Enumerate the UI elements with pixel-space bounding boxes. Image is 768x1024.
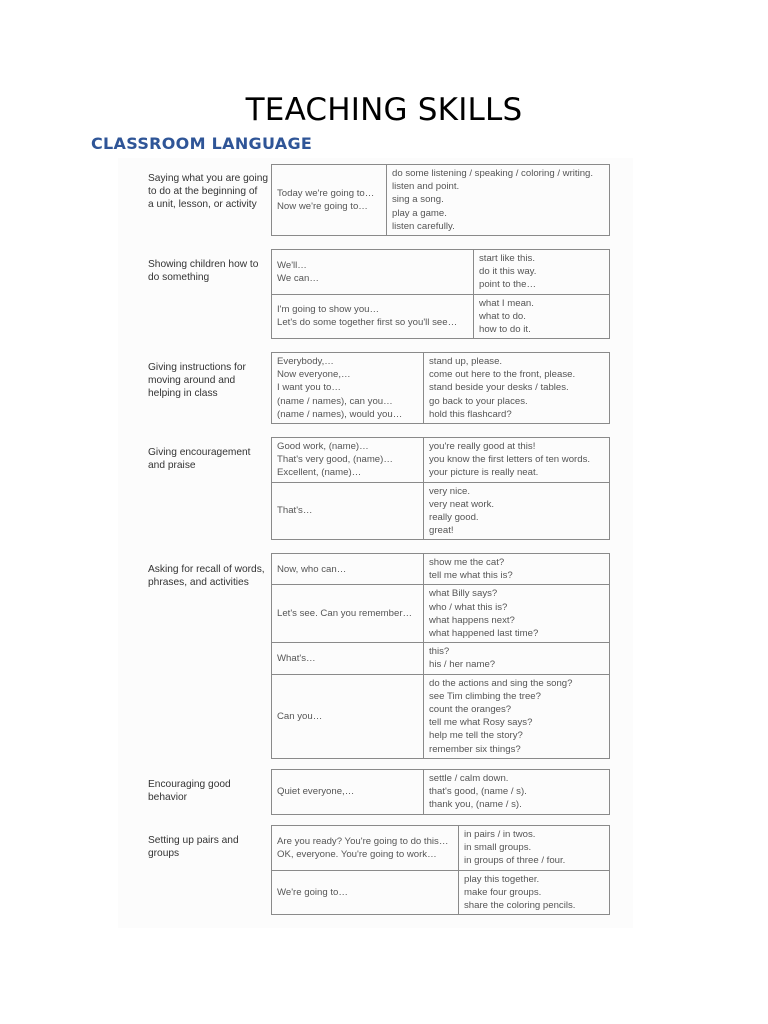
section-label-line: Encouraging good bbox=[148, 779, 231, 790]
section-label-line: Saying what you are going bbox=[148, 173, 269, 184]
table-row bbox=[272, 438, 610, 483]
table-row bbox=[272, 353, 610, 424]
starter-line: Excellent, (name)… bbox=[277, 467, 362, 479]
ending-line: count the oranges? bbox=[429, 704, 512, 716]
ending-line: what I mean. bbox=[479, 297, 534, 309]
page-title: TEACHING SKILLS bbox=[245, 92, 523, 128]
ending-line: listen and point. bbox=[392, 181, 460, 193]
phrase-table bbox=[271, 553, 610, 759]
section-label-line: Setting up pairs and bbox=[148, 835, 239, 846]
starter-line: Are you ready? You're going to do this… bbox=[277, 835, 449, 847]
starter-line: What's… bbox=[277, 652, 316, 664]
ending-line: your picture is really neat. bbox=[429, 467, 539, 479]
sentence-starter-cell bbox=[272, 826, 459, 871]
starter-line: Now we're going to… bbox=[277, 201, 368, 212]
section-label-line: a unit, lesson, or activity bbox=[148, 199, 257, 211]
section-heading: CLASSROOM LANGUAGE bbox=[91, 134, 313, 153]
ending-line: that's good, (name / s). bbox=[429, 786, 527, 798]
ending-line: remember six things? bbox=[429, 743, 521, 755]
ending-line: very neat work. bbox=[429, 498, 495, 510]
starter-line: We'll… bbox=[277, 259, 307, 271]
table-row bbox=[272, 585, 610, 643]
section-label-line: and praise bbox=[148, 460, 196, 472]
sentence-ending-cell bbox=[424, 482, 610, 540]
sentence-starter-cell bbox=[272, 165, 387, 236]
sentence-starter-cell bbox=[272, 870, 459, 915]
ending-line: point to the… bbox=[479, 279, 537, 291]
sentence-ending-cell bbox=[459, 826, 610, 871]
starter-line: OK, everyone. You're going to work… bbox=[277, 848, 437, 860]
sentence-starter-cell bbox=[272, 585, 424, 643]
ending-line: see Tim climbing the tree? bbox=[429, 690, 541, 702]
table-row bbox=[272, 250, 610, 295]
table-row bbox=[272, 870, 610, 915]
sentence-starter-cell bbox=[272, 438, 424, 483]
starter-line: That's… bbox=[277, 505, 313, 517]
ending-line: you're really good at this! bbox=[429, 441, 536, 452]
sentence-ending-cell bbox=[387, 165, 610, 236]
section-label-line: Showing children how to bbox=[148, 259, 259, 270]
ending-line: stand beside your desks / tables. bbox=[429, 382, 569, 394]
ending-line: in pairs / in twos. bbox=[464, 829, 536, 840]
sentence-starter-cell bbox=[272, 770, 424, 815]
starter-line: Now everyone,… bbox=[277, 369, 351, 381]
starter-line: We're going to… bbox=[277, 886, 348, 898]
section-label-line: do something bbox=[148, 272, 210, 284]
ending-line: do the actions and sing the song? bbox=[429, 677, 573, 689]
ending-line: who / what this is? bbox=[429, 601, 508, 613]
sentence-starter-cell bbox=[272, 482, 424, 540]
sentence-ending-cell bbox=[424, 770, 610, 815]
starter-line: (name / names), can you… bbox=[277, 395, 393, 407]
sentence-starter-cell bbox=[272, 294, 474, 339]
phrase-table bbox=[271, 825, 610, 915]
ending-line: what to do. bbox=[479, 310, 526, 322]
section-label-line: groups bbox=[148, 848, 180, 860]
ending-line: thank you, (name / s). bbox=[429, 799, 522, 811]
starter-line: Now, who can… bbox=[277, 563, 347, 575]
ending-line: very nice. bbox=[429, 485, 471, 497]
ending-line: do it this way. bbox=[479, 266, 537, 278]
ending-line: his / her name? bbox=[429, 659, 496, 671]
phrase-table bbox=[271, 249, 610, 339]
phrase-table bbox=[271, 352, 610, 424]
section-label-line: to do at the beginning of bbox=[148, 186, 258, 198]
starter-line: (name / names), would you… bbox=[277, 408, 403, 420]
section-label-line: behavior bbox=[148, 792, 188, 804]
phrase-table bbox=[271, 769, 610, 815]
section-label-line: Giving instructions for bbox=[148, 362, 246, 373]
starter-line: Can you… bbox=[277, 710, 323, 722]
table-row bbox=[272, 770, 610, 815]
ending-line: great! bbox=[429, 525, 454, 537]
ending-line: help me tell the story? bbox=[429, 730, 523, 742]
section-label-line: helping in class bbox=[148, 388, 218, 400]
ending-line: tell me what this is? bbox=[429, 570, 513, 582]
ending-line: really good. bbox=[429, 512, 479, 524]
section-label bbox=[148, 361, 270, 401]
sentence-ending-cell bbox=[424, 438, 610, 483]
sentence-starter-cell bbox=[272, 674, 424, 758]
ending-line: tell me what Rosy says? bbox=[429, 717, 533, 729]
ending-line: settle / calm down. bbox=[429, 773, 509, 784]
starter-line: Let's see. Can you remember… bbox=[277, 608, 413, 620]
starter-line: I want you to… bbox=[277, 382, 341, 394]
sentence-ending-cell bbox=[424, 643, 610, 674]
ending-line: go back to your places. bbox=[429, 395, 528, 407]
starter-line: Everybody,… bbox=[277, 356, 334, 367]
sentence-ending-cell bbox=[424, 554, 610, 585]
section-label bbox=[148, 778, 270, 804]
table-row bbox=[272, 165, 610, 236]
table-row bbox=[272, 826, 610, 871]
table-row bbox=[272, 554, 610, 585]
starter-line: That's very good, (name)… bbox=[277, 454, 393, 466]
section-label bbox=[148, 834, 270, 860]
ending-line: hold this flashcard? bbox=[429, 408, 512, 420]
section-label-line: phrases, and activities bbox=[148, 577, 249, 589]
classroom-language-chart bbox=[118, 158, 633, 928]
starter-line: I'm going to show you… bbox=[277, 304, 380, 316]
ending-line: play this together. bbox=[464, 873, 540, 885]
ending-line: in small groups. bbox=[464, 842, 532, 854]
sentence-ending-cell bbox=[474, 294, 610, 339]
sentence-ending-cell bbox=[474, 250, 610, 295]
starter-line: Today we're going to… bbox=[277, 187, 375, 199]
ending-line: do some listening / speaking / coloring / writing. bbox=[392, 168, 594, 179]
ending-line: how to do it. bbox=[479, 324, 531, 336]
ending-line: listen carefully. bbox=[392, 220, 455, 232]
section-label bbox=[148, 446, 270, 472]
sentence-starter-cell bbox=[272, 643, 424, 674]
ending-line: this? bbox=[429, 646, 450, 658]
ending-line: sing a song. bbox=[392, 194, 444, 206]
sentence-ending-cell bbox=[424, 674, 610, 758]
phrase-table bbox=[271, 164, 610, 236]
starter-line: Good work, (name)… bbox=[277, 441, 369, 452]
sentence-starter-cell bbox=[272, 353, 424, 424]
ending-line: you know the first letters of ten words. bbox=[429, 454, 591, 466]
phrase-table bbox=[271, 437, 610, 540]
ending-line: start like this. bbox=[479, 253, 535, 264]
table-row bbox=[272, 482, 610, 540]
section-label bbox=[148, 172, 270, 212]
ending-line: make four groups. bbox=[464, 886, 542, 898]
starter-line: Let's do some together first so you'll see… bbox=[277, 317, 458, 329]
sentence-ending-cell bbox=[424, 585, 610, 643]
table-row bbox=[272, 674, 610, 758]
ending-line: in groups of three / four. bbox=[464, 855, 566, 867]
table-row bbox=[272, 643, 610, 674]
ending-line: stand up, please. bbox=[429, 356, 503, 367]
ending-line: come out here to the front, please. bbox=[429, 369, 576, 381]
ending-line: show me the cat? bbox=[429, 557, 505, 568]
section-label bbox=[148, 258, 270, 284]
starter-line: Quiet everyone,… bbox=[277, 786, 355, 798]
ending-line: what Billy says? bbox=[429, 588, 498, 600]
sentence-ending-cell bbox=[424, 353, 610, 424]
section-label-line: Giving encouragement bbox=[148, 447, 251, 458]
sentence-starter-cell bbox=[272, 250, 474, 295]
sentence-ending-cell bbox=[459, 870, 610, 915]
ending-line: what happens next? bbox=[429, 614, 515, 626]
ending-line: what happened last time? bbox=[429, 628, 539, 640]
ending-line: share the coloring pencils. bbox=[464, 900, 576, 912]
sentence-starter-cell bbox=[272, 554, 424, 585]
section-label bbox=[148, 563, 270, 589]
section-label-line: Asking for recall of words, bbox=[148, 564, 265, 575]
table-row bbox=[272, 294, 610, 339]
ending-line: play a game. bbox=[392, 207, 447, 219]
section-label-line: moving around and bbox=[148, 375, 236, 387]
starter-line: We can… bbox=[277, 272, 319, 284]
